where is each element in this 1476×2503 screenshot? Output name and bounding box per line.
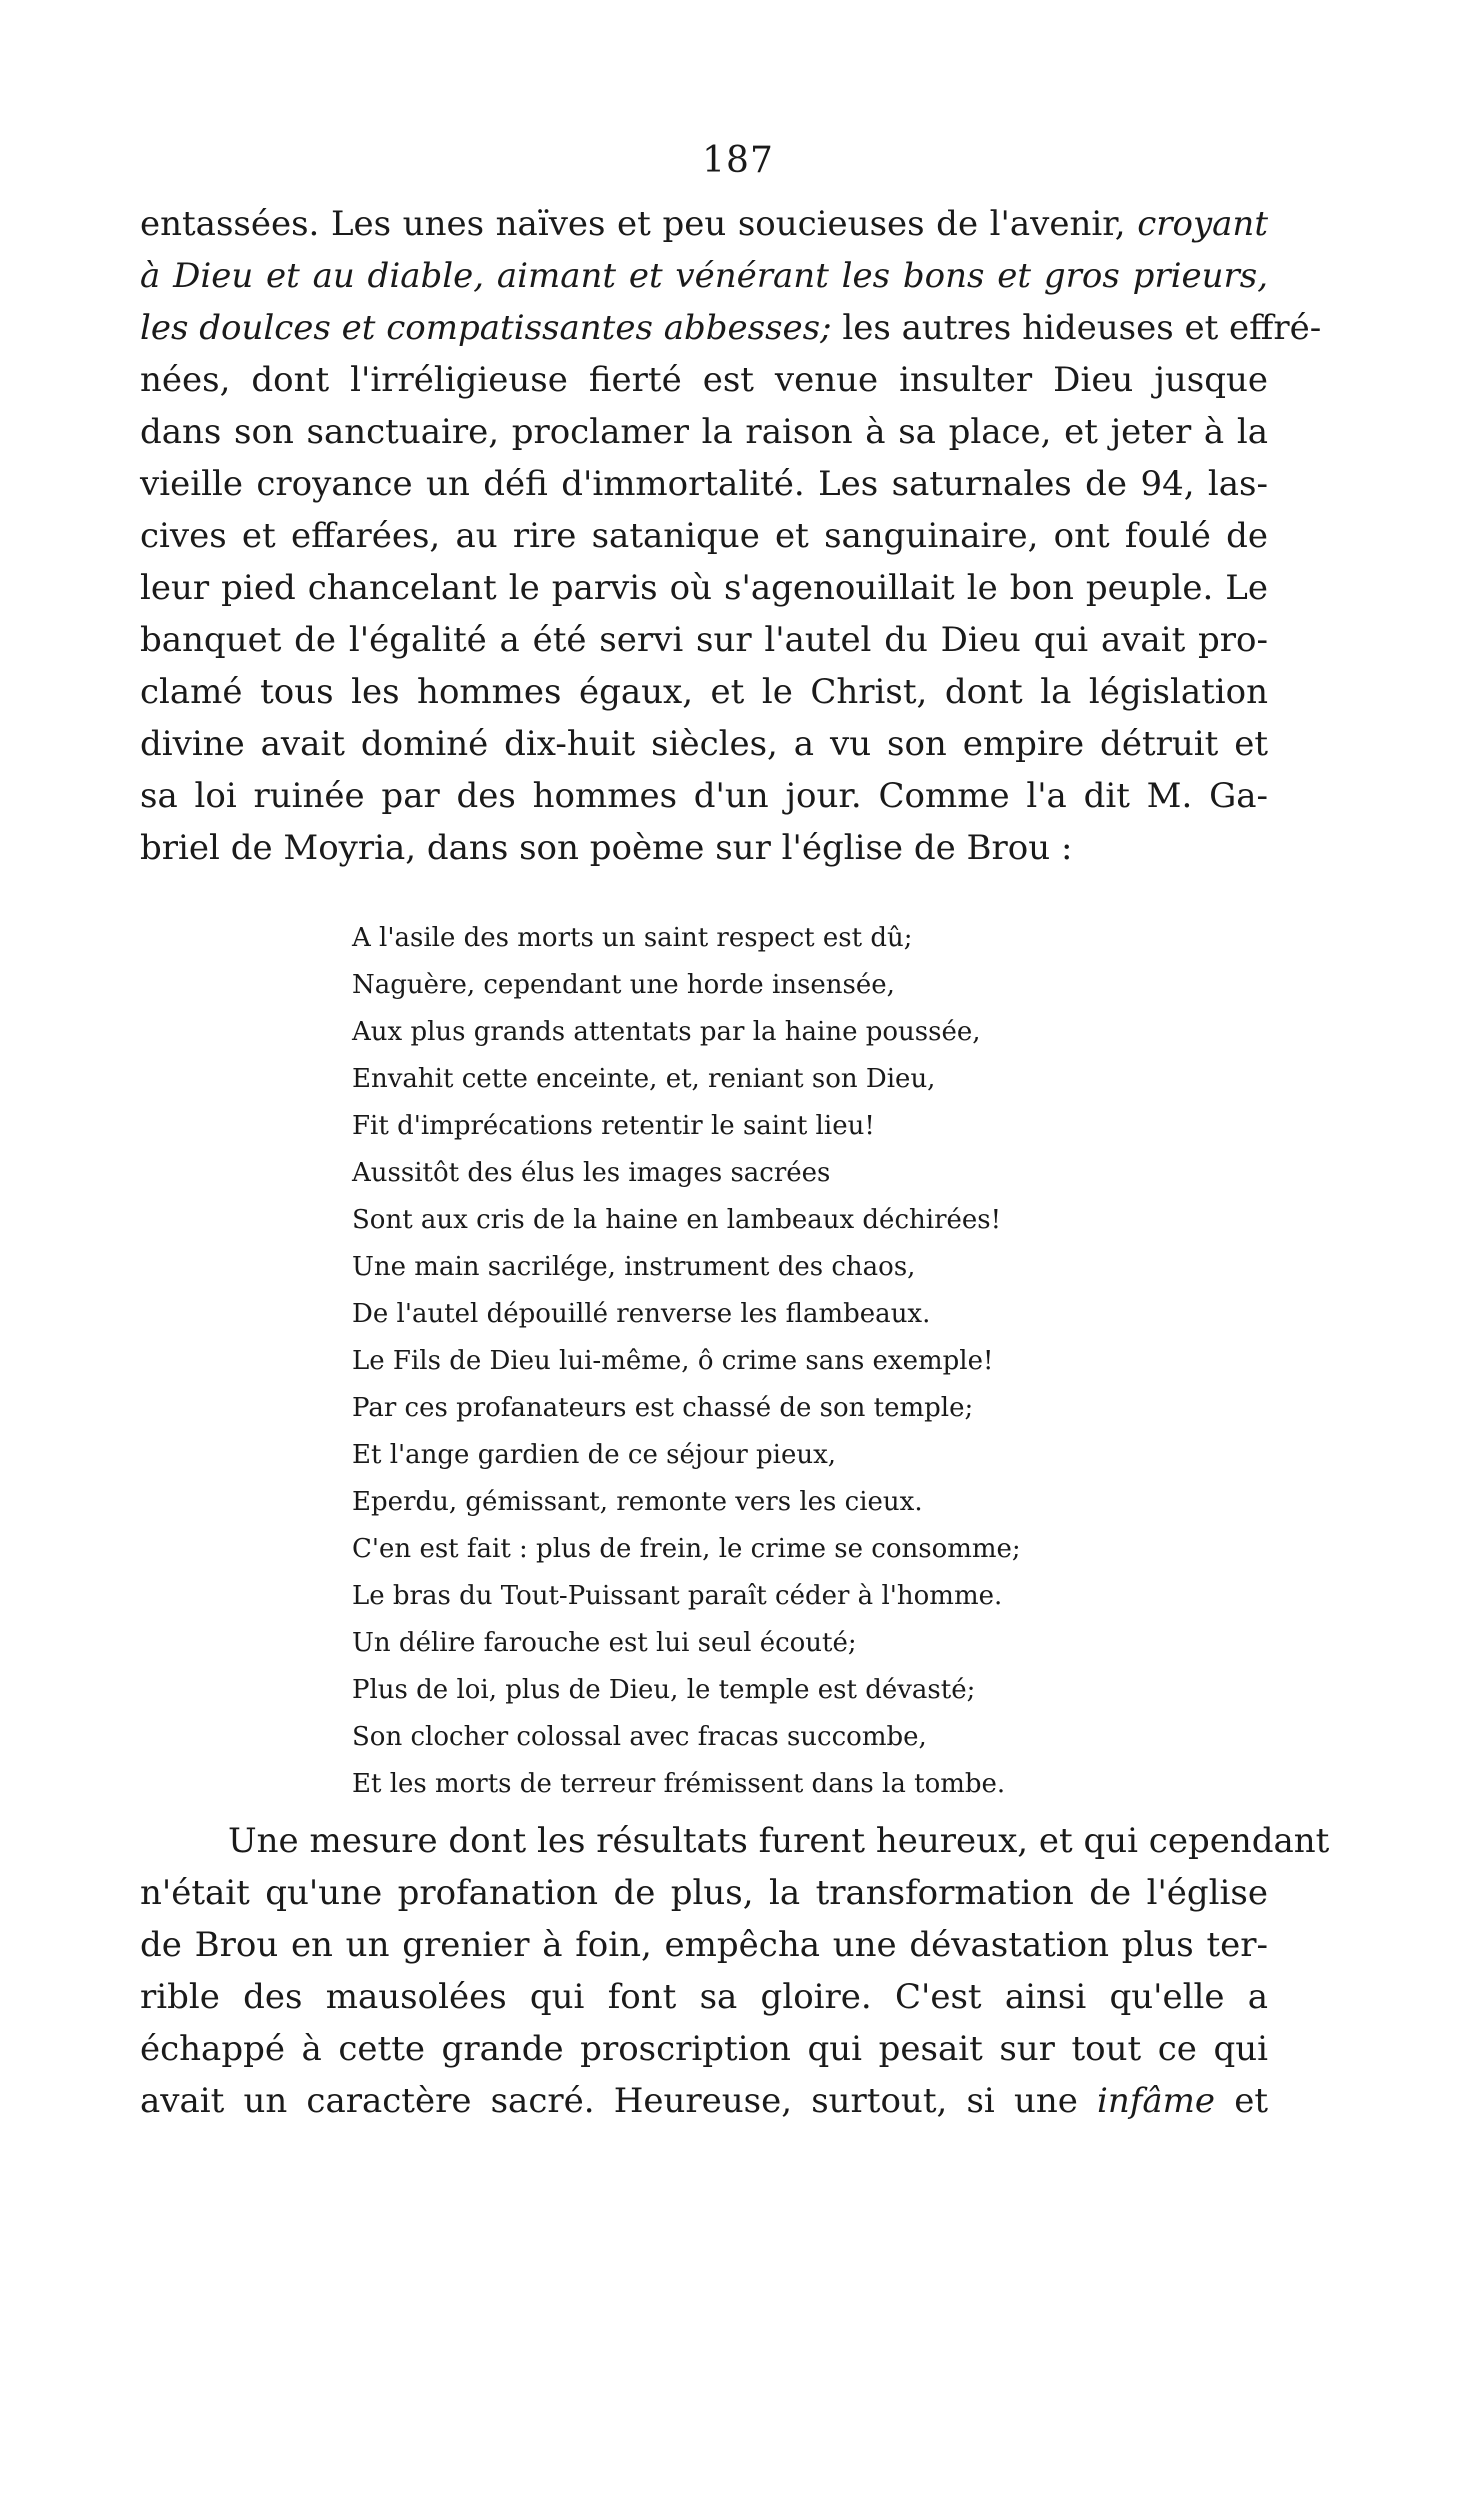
text-segment: clamé tous les hommes égaux, et le Christ, dont la législation — [140, 672, 1268, 712]
body-paragraph-1 — [140, 198, 1322, 874]
text-segment: divine avait dominé dix-huit siècles, a vu son empire détruit et — [140, 724, 1268, 764]
text-line — [140, 822, 1268, 874]
text-segment: n'était qu'une profanation de plus, la transformation de l'église — [140, 1873, 1268, 1913]
verse-line: Le Fils de Dieu lui-même, ô crime sans exemple! — [352, 1346, 994, 1376]
text-segment: Une mesure dont les résultats furent heureux, et qui cependant — [228, 1821, 1330, 1861]
text-line — [140, 718, 1268, 770]
verse-line: Sont aux cris de la haine en lambeaux déchirées! — [352, 1205, 1002, 1235]
text-segment: nées, dont l'irréligieuse fierté est venue insulter Dieu jusque — [140, 360, 1268, 400]
text-segment: dans son sanctuaire, proclamer la raison à sa place, et jeter à la — [140, 412, 1268, 452]
text-line — [140, 1867, 1268, 1919]
italic-text: croyant — [1137, 204, 1268, 244]
text-line — [140, 406, 1268, 458]
text-line — [140, 2023, 1268, 2075]
text-segment: banquet de l'égalité a été servi sur l'autel du Dieu qui avait pro- — [140, 620, 1268, 660]
verse-quotation — [352, 915, 1112, 1808]
verse-line: C'en est fait : plus de frein, le crime se consomme; — [352, 1534, 1021, 1564]
verse-line: Fit d'imprécations retentir le saint lieu! — [352, 1111, 875, 1141]
verse-line: Par ces profanateurs est chassé de son temple; — [352, 1393, 974, 1423]
verse-line: Eperdu, gémissant, remonte vers les cieux. — [352, 1487, 923, 1517]
text-segment: sa loi ruinée par des hommes d'un jour. Comme l'a dit M. Ga- — [140, 776, 1268, 816]
body-paragraph-2 — [140, 1815, 1330, 2127]
italic-text: à Dieu et au diable, aimant et vénérant les bons et gros prieurs, — [140, 256, 1268, 296]
italic-text: infâme — [1097, 2081, 1216, 2121]
text-line — [140, 562, 1268, 614]
text-line — [140, 2075, 1268, 2127]
verse-line: Naguère, cependant une horde insensée, — [352, 970, 895, 1000]
text-line — [140, 1815, 1330, 1867]
verse-line: Et les morts de terreur frémissent dans la tombe. — [352, 1769, 1006, 1799]
verse-line: De l'autel dépouillé renverse les flambeaux. — [352, 1299, 931, 1329]
verse-line: Le bras du Tout-Puissant paraît céder à l'homme. — [352, 1581, 1003, 1611]
text-line — [140, 1971, 1268, 2023]
verse-line: Envahit cette enceinte, et, reniant son Dieu, — [352, 1064, 936, 1094]
text-line — [140, 250, 1268, 302]
verse-line: Aux plus grands attentats par la haine poussée, — [352, 1017, 981, 1047]
text-line — [140, 510, 1268, 562]
text-segment: leur pied chancelant le parvis où s'agenouillait le bon peuple. Le — [140, 568, 1268, 608]
page-number: 187 — [702, 140, 774, 181]
text-line — [140, 354, 1268, 406]
text-line — [140, 666, 1268, 718]
verse-line: A l'asile des morts un saint respect est dû; — [352, 923, 913, 953]
text-segment: avait un caractère sacré. Heureuse, surtout, si une — [140, 2081, 1098, 2121]
text-segment: rible des mausolées qui font sa gloire. C'est ainsi qu'elle a — [140, 1977, 1268, 2017]
text-line — [140, 198, 1268, 250]
verse-line: Un délire farouche est lui seul écouté; — [352, 1628, 857, 1658]
verse-line: Une main sacrilége, instrument des chaos, — [352, 1252, 916, 1282]
verse-line: Plus de loi, plus de Dieu, le temple est dévasté; — [352, 1675, 976, 1705]
text-line — [140, 614, 1268, 666]
verse-line: Aussitôt des élus les images sacrées — [352, 1158, 831, 1188]
text-line — [140, 302, 1322, 354]
text-line — [140, 458, 1268, 510]
text-segment: de Brou en un grenier à foin, empêcha une dévastation plus ter- — [140, 1925, 1268, 1965]
verse-line: Son clocher colossal avec fracas succombe, — [352, 1722, 927, 1752]
text-segment: cives et effarées, au rire satanique et sanguinaire, ont foulé de — [140, 516, 1268, 556]
text-segment: vieille croyance un défi d'immortalité. Les saturnales de 94, las- — [140, 464, 1268, 504]
italic-text: les doulces et compatissantes abbesses; — [140, 308, 832, 348]
text-segment: les autres hideuses et effré- — [831, 308, 1322, 348]
verse-line: Et l'ange gardien de ce séjour pieux, — [352, 1440, 837, 1470]
text-segment: briel de Moyria, dans son poème sur l'église de Brou : — [140, 828, 1073, 868]
text-segment: et — [1215, 2081, 1268, 2121]
text-line — [140, 1919, 1268, 1971]
text-segment: échappé à cette grande proscription qui pesait sur tout ce qui — [140, 2029, 1268, 2069]
text-segment: entassées. Les unes naïves et peu soucieuses de l'avenir, — [140, 204, 1138, 244]
text-line — [140, 770, 1268, 822]
